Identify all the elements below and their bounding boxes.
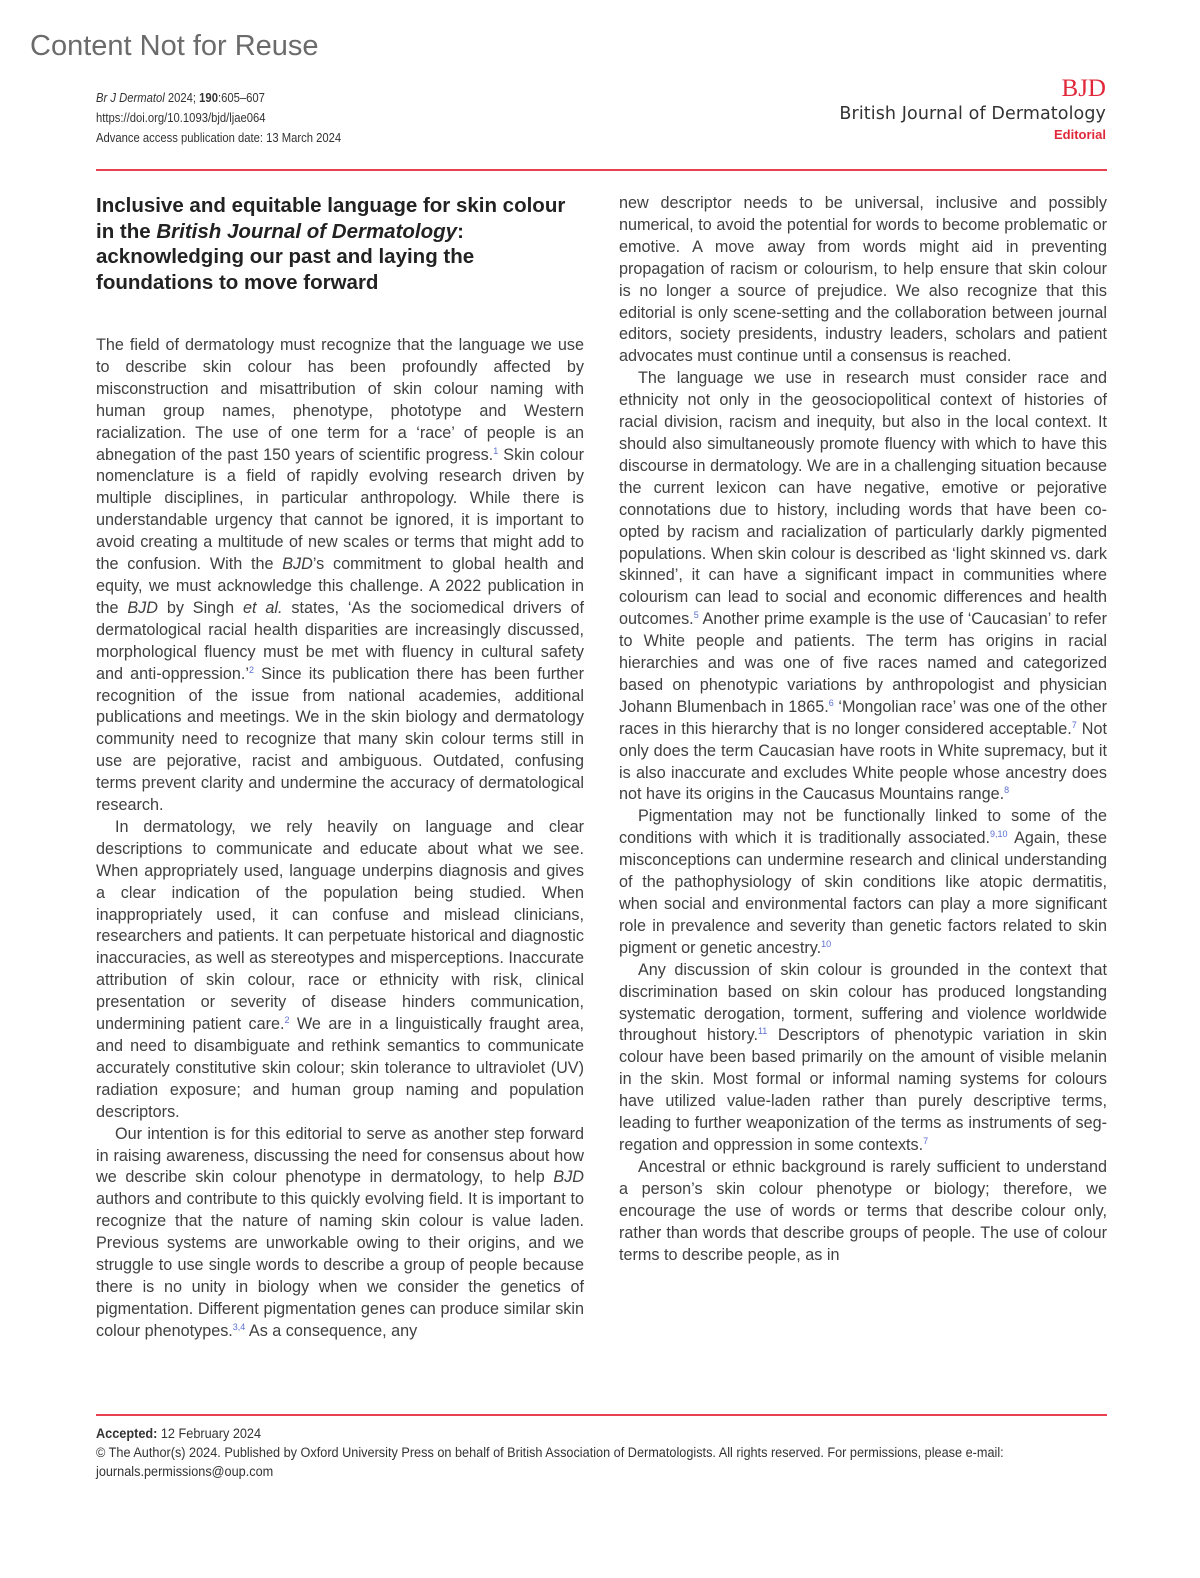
journal-abbrev: Br J Dermatol xyxy=(96,91,165,105)
title-journal-italic: British Journal of Dermatology xyxy=(156,219,458,243)
text: The field of dermatology must recognize that the language we use to describe skin colour has been profoundly affected by misconstruction and misattribution of skin colour naming with human group names, phenotype, phototype and Western racialization. The use of one term for a ‘race’ of people is an abnegation of the past 150 years of scientific progress. xyxy=(96,336,584,464)
left-column xyxy=(96,193,584,1343)
reference-link[interactable]: 7 xyxy=(923,1135,929,1146)
reference-link[interactable]: 8 xyxy=(1004,785,1010,796)
journal-name: British Journal of Dermatology xyxy=(839,104,1106,124)
reference-link[interactable]: 5 xyxy=(693,610,699,621)
text: Skin colour nomenclature is a field of rapidly evolving research driven by multiple disciplines, in particular anthropology. While there is understandable urgency that cannot be ignored, it is important to avoid creating a multitude of new scales or terms that might add to the confusion. With the xyxy=(96,445,584,574)
paragraph xyxy=(619,960,1107,1157)
doi-link[interactable]: https://doi.org/10.1093/bjd/ljae064 xyxy=(96,111,266,125)
text: The language we use in research must consider race and ethnicity not only in the geosociopolitical context of histories of racial division, racism and inequity, but also in the local context. It should also simultaneously promote fluency with which to have this discourse in dermatology. We are in a challenging situation because the current lexicon can have negative, emotive or pejorative connotations due to history, including words that have been co-opted by racism and racialization of particularly darkly pigmented populations. When skin colour is described as ‘light skinned vs. dark skinned’, it can have a significant impact in communities where colourism can lead to social and economic differences and health outcomes. xyxy=(619,369,1107,629)
text-italic: BJD xyxy=(553,1168,584,1187)
title-text: Inclusive and equitable language for skin colour in the xyxy=(96,194,566,243)
text: Pigmentation may not be functionally linked to some of the conditions with which it is traditionally associated. xyxy=(619,807,1107,848)
header-divider xyxy=(96,169,1107,171)
text: In dermatology, we rely heavily on language and clear descriptions to communicate and educate about what we see. When appropriately used, language underpins diagnosis and gives a clear indication of the population being studied. When inappropriately used, it can confuse and mislead clinicians, researchers and patients. It can perpetuate historical and diagnostic inaccuracies, as well as stereotypes and misperceptions. Inaccurate attribution of skin colour, race or ethnicity with risk, clinical presentation or severity of disease hinders communication, undermining patient care. xyxy=(96,817,584,1034)
citation-meta xyxy=(96,88,341,148)
reference-link[interactable]: 6 xyxy=(828,697,834,708)
text: Any discussion of skin colour is grounded in the context that discrimination based on skin colour has produced longstanding systematic derogation, torment, suffering and violence worldwide throughout history. xyxy=(619,960,1107,1045)
footer xyxy=(96,1424,1111,1481)
citation-year: 2024; xyxy=(164,91,200,105)
copyright-notice: © The Author(s) 2024. Published by Oxford University Press on behalf of British Association of Dermatologists. All rights reserved. For permissions, please e-mail: journals.permissions@oup.com xyxy=(96,1445,1004,1479)
paragraph xyxy=(96,817,584,1124)
text: by Singh xyxy=(157,598,244,617)
reference-link[interactable]: 2 xyxy=(284,1015,290,1026)
reference-link[interactable]: 7 xyxy=(1071,719,1077,730)
reference-link[interactable]: 10 xyxy=(821,938,832,949)
text: Again, these misconceptions can undermine research and clinical understanding of the pathophysiology of skin conditions like atopic dermatitis, when social and environmental factors can play a more significant role in prevalence and severity than genetic factors related to skin pigment or genetic ancestry. xyxy=(619,829,1107,957)
text-italic: BJD xyxy=(127,598,158,617)
accepted-label: Accepted: xyxy=(96,1426,158,1441)
article-title xyxy=(96,193,584,295)
watermark-text: Content Not for Reuse xyxy=(30,30,319,62)
title-text-cont: : acknowledging our past and laying the foundations to move forward xyxy=(96,219,475,294)
paragraph: new descriptor needs to be universal, inclusive and possibly numerical, to avoid the potential for words to become problematic or emotive. A move away from words might aid in preventing propagation of racism or colourism, to help ensure that skin colour is no longer a source of prejudice. We also recognize that this editorial is only scene-setting and the collaboration between journal editors, society presidents, industry leaders, scholars and patient advocates must continue until a consensus is reached. xyxy=(619,194,1107,366)
accepted-line xyxy=(96,1424,1111,1443)
accepted-date: 12 February 2024 xyxy=(157,1426,262,1441)
text: As a consequence, any xyxy=(245,1321,418,1340)
right-column xyxy=(619,193,1107,1266)
text-italic: BJD xyxy=(282,555,313,574)
bjd-logo: BJD xyxy=(1061,75,1106,102)
footer-divider xyxy=(96,1414,1107,1416)
paragraph xyxy=(96,335,584,817)
text: Not only does the term Caucasian have roots in White supremacy, but it is also inaccurate and excludes White people whose ancestry does not have its origins in the Caucasus Mountains range. xyxy=(619,719,1107,804)
journal-masthead xyxy=(839,76,1106,144)
paragraph: Ancestral or ethnic background is rarely sufficient to understand a person’s skin colour phenotype or biology; therefore, we encourage the use of words or terms that describe colour only, rather than words that describe groups of people. The use of colour terms to describe people, as in xyxy=(619,1157,1107,1264)
article-type-label: Editorial xyxy=(1053,127,1106,142)
citation-line xyxy=(96,88,341,108)
text: ’s commitment to global health and equity, we must acknowledge this challenge. A 2022 publication in the xyxy=(96,555,584,617)
reference-link[interactable]: 3,4 xyxy=(232,1321,246,1332)
citation-volume: 190 xyxy=(199,91,218,105)
text: Since its publication there has been further recognition of the issue from national academies, additional publications and meetings. We in the skin biology and dermatology community need to recognize that many skin colour terms still in use are pejorative, racist and ambiguous. Outdated, confusing terms prevent clarity and undermine the accuracy of dermatological research. xyxy=(96,664,584,815)
text-italic: et al. xyxy=(243,598,283,617)
paragraph xyxy=(96,1124,584,1343)
reference-link[interactable]: 2 xyxy=(248,664,254,675)
paragraph xyxy=(619,806,1107,959)
citation-pages: :605–607 xyxy=(217,91,265,105)
text: Our intention is for this editorial to serve as another step forward in raising awareness, discussing the need for consensus about how we describe skin colour phenotype in dermatology, to help xyxy=(96,1124,584,1187)
text: states, ‘As the sociomedical drivers of dermatological racial health disparities are increasingly discussed, morphological fluency must be met with fluency in cultural safety and anti-oppression.’ xyxy=(96,598,584,683)
text: authors and contribute to this quickly evolving field. It is important to recognize that the nature of naming skin colour is value laden. Previous systems are unworkable owing to their origins, and we struggle to use single words to describe a group of people because there is no unity in biology when we consider the genetics of pigmentation. Different pigmentation genes can produce similar skin colour phenotypes. xyxy=(96,1190,584,1340)
reference-link[interactable]: 1 xyxy=(493,445,499,456)
reference-link[interactable]: 9,10 xyxy=(990,829,1008,840)
text: ‘Mongolian race’ was one of the other races in this hierarchy that is no longer considered acceptable. xyxy=(619,697,1107,738)
paragraph xyxy=(619,368,1107,806)
text: Descriptors of phenotypic variation in skin colour have been based primarily on the amount of visible melanin in the skin. Most formal or informal naming systems for colours have utilized value-laden rather than purely descriptive terms, leading to further weaponization of the terms as instruments of segregation and oppression in some contexts. xyxy=(619,1026,1108,1154)
text: We are in a linguistically fraught area, and need to disambiguate and rethink semantics to communicate accurately constitutive skin colour; skin tolerance to ultraviolet (UV) radiation exposure; and human group naming and population descriptors. xyxy=(96,1015,584,1121)
advance-access-date: Advance access publication date: 13 March 2024 xyxy=(96,131,342,145)
text: Another prime example is the use of ‘Caucasian’ to refer to White people and patients. The term has origins in racial hierarchies and was one of five races named and categorized based on phenotypic variations by anthropologist and physician Johann Blumenbach in 1865. xyxy=(619,610,1107,716)
reference-link[interactable]: 11 xyxy=(757,1026,768,1037)
